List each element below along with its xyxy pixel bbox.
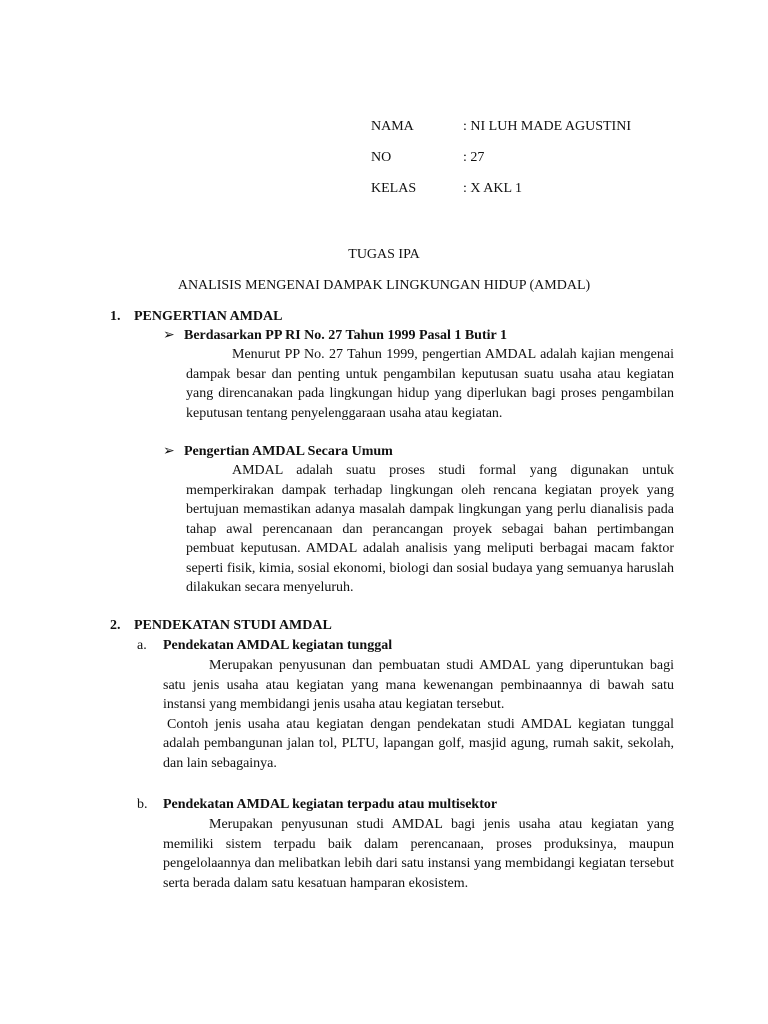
subsection-title: Pendekatan AMDAL kegiatan tunggal	[163, 638, 393, 653]
subsection-heading	[137, 636, 392, 656]
list-letter: a.	[137, 638, 147, 653]
subsection-heading	[163, 442, 393, 462]
identity-block	[371, 117, 711, 210]
paragraph	[163, 815, 674, 893]
paragraph	[186, 461, 674, 598]
subsection-heading	[163, 326, 507, 346]
identity-value: : X AKL 1	[463, 181, 522, 196]
section-number: 1.	[110, 309, 121, 324]
paragraph-text: Merupakan penyusunan dan pembuatan studi AMDAL yang diperuntukan bagi satu jenis usaha atau kegiatan yang mana kewenangan pembinaannya di bawah satu instansi yang membidangi jenis usaha atau kegiatan tersebut.	[163, 658, 674, 712]
section-title: PENGERTIAN AMDAL	[134, 309, 283, 324]
list-letter: b.	[137, 797, 148, 812]
identity-key: NAMA	[371, 119, 414, 134]
document-title: ANALISIS MENGENAI DAMPAK LINGKUNGAN HIDUP (AMDAL)	[177, 278, 591, 293]
paragraph	[163, 656, 674, 773]
section-heading	[110, 616, 332, 636]
paragraph	[186, 345, 674, 423]
arrow-bullet-icon: ➢	[163, 444, 175, 459]
identity-value: : 27	[463, 150, 485, 165]
section-heading	[110, 307, 282, 327]
assignment-title: TUGAS IPA	[348, 247, 420, 262]
identity-row-class	[371, 179, 711, 210]
identity-row-name	[371, 117, 711, 148]
identity-value: : NI LUH MADE AGUSTINI	[463, 119, 631, 134]
identity-row-number	[371, 148, 711, 179]
subsection-heading	[137, 795, 497, 815]
subsection-title: Pendekatan AMDAL kegiatan terpadu atau multisektor	[163, 797, 498, 812]
subsection-title: Pengertian AMDAL Secara Umum	[184, 444, 393, 459]
paragraph-text: Merupakan penyusunan studi AMDAL bagi jenis usaha atau kegiatan yang memiliki sistem terpadu baik dalam perencanaan, proses produksinya, maupun pengelolaannya dan melibatkan lebih dari satu instansi yang membidangi kegiatan tersebut serta berada dalam satu kesatuan hamparan ekosistem.	[163, 817, 674, 891]
subsection-title: Berdasarkan PP RI No. 27 Tahun 1999 Pasal 1 Butir 1	[184, 328, 507, 343]
paragraph-text: Contoh jenis usaha atau kegiatan dengan pendekatan studi AMDAL kegiatan tunggal adalah pembangunan jalan tol, PLTU, lapangan golf, masjid agung, rumah sakit, sekolah, dan lain sebagainya.	[163, 716, 674, 771]
paragraph-text: AMDAL adalah suatu proses studi formal yang digunakan untuk memperkirakan dampak terhadap lingkungan oleh rencana kegiatan proyek yang bertujuan memastikan adanya masalah dampak lingkungan yang perlu dianalisis pada tahap awal perencanaan dan perancangan proyek sebagai bahan pertimbangan pembuat keputusan. AMDAL adalah analisis yang meliputi berbagai macam faktor seperti fisik, kimia, sosial ekonomi, biologi dan sosial budaya yang semuanya haruslah dilakukan secara menyeluruh.	[186, 463, 674, 595]
section-title: PENDEKATAN STUDI AMDAL	[134, 618, 332, 633]
section-number: 2.	[110, 618, 121, 633]
identity-key: KELAS	[371, 181, 417, 196]
paragraph-text: Menurut PP No. 27 Tahun 1999, pengertian AMDAL adalah kajian mengenai dampak besar dan penting untuk pengambilan keputusan suatu usaha atau kegiatan yang direncanakan pada lingkungan hidup yang diperlukan bagi proses pengambilan keputusan tentang penyelenggaraan usaha atau kegiatan.	[186, 347, 674, 421]
identity-key: NO	[371, 150, 392, 165]
arrow-bullet-icon: ➢	[163, 328, 175, 343]
